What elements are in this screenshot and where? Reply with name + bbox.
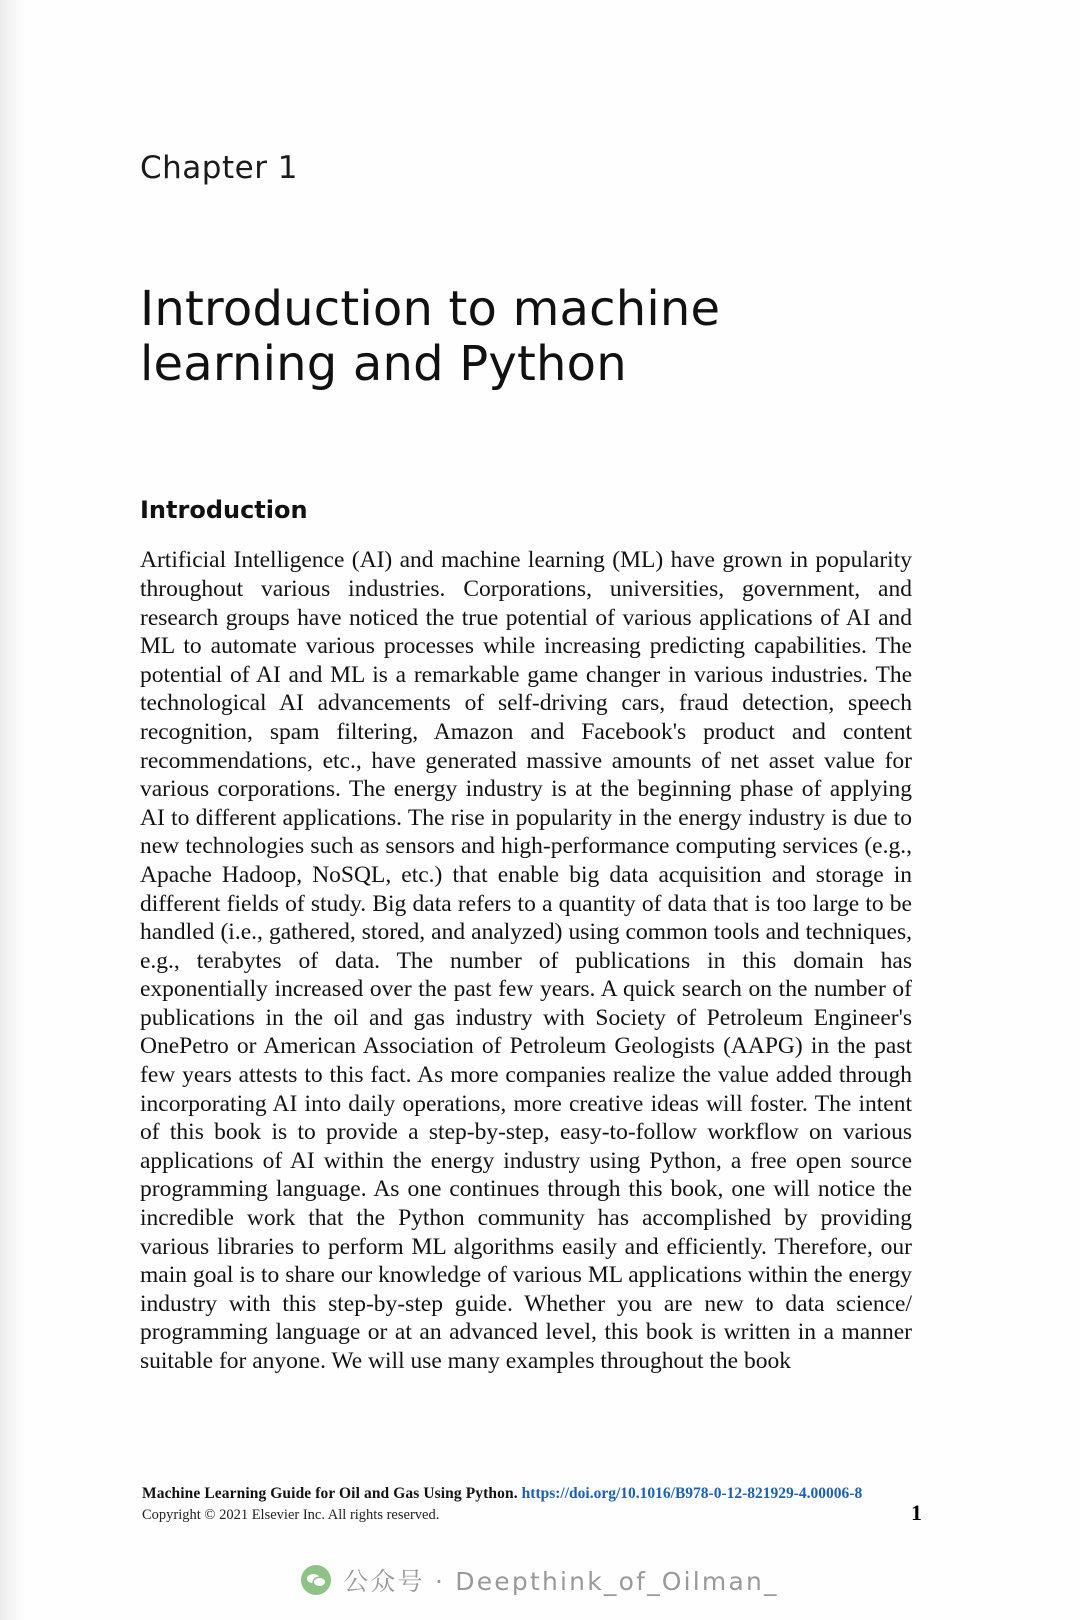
page-number: 1 (911, 1500, 922, 1525)
chapter-title: Introduction to machine learning and Python (140, 281, 721, 393)
watermark-label: 公众号 · Deepthink_of_Oilman_ (343, 1567, 779, 1596)
page-edge-shadow (0, 0, 26, 1620)
footer-book-title: Machine Learning Guide for Oil and Gas Using Python. (142, 1485, 518, 1502)
page-footer (142, 1485, 922, 1524)
section-heading: Introduction (140, 496, 308, 525)
watermark (0, 1562, 1080, 1598)
wechat-icon (301, 1565, 331, 1595)
footer-book-title-line (142, 1485, 922, 1503)
page-content (140, 150, 912, 1376)
body-paragraph: Artificial Intelligence (AI) and machine learning (ML) have grown in popularity throughout various industries. Corporations, universities, government, and research groups have noticed the true potential of various applications of AI and ML to automate various processes while increasing predicting capabilities. The potential of AI and ML is a remarkable game changer in various industries. The technological AI advancements of self-driving cars, fraud detection, speech recognition, spam filtering, Amazon and Facebook's product and content recommendations, etc., have generated massive amounts of net asset value for various corporations. The energy industry is at the beginning phase of applying AI to different applications. The rise in popularity in the energy industry is due to new technologies such as sensors and high-performance computing services (e.g., Apache Hadoop, NoSQL, etc.) that enable big data acquisition and storage in different fields of study. Big data refers to a quantity of data that is too large to be handled (i.e., gathered, stored, and analyzed) using common tools and techniques, e.g., terabytes of data. The number of publications in this domain has exponentially increased over the past few years. A quick search on the number of publications in the oil and gas industry with Society of Petroleum Engineer's OnePetro or American Association of Petroleum Geologists (AAPG) in the past few years attests to this fact. As more companies realize the value added through incorporating AI into daily operations, more creative ideas will foster. The intent of this book is to provide a step-by-step, easy-to-follow workflow on various applications of AI within the energy industry using Python, a free open source programming language. As one continues through this book, one will notice the incredible work that the Python community has accomplished by providing various libraries to perform ML algorithms easily and efficiently. Therefore, our main goal is to share our knowledge of various ML applications within the energy industry with this step-by-step guide. Whether you are new to data science/ programming language or at an advanced level, this book is written in a manner suitable for anyone. We will use many examples throughout the book (140, 547, 912, 1374)
doi-link[interactable]: https://doi.org/10.1016/B978-0-12-821929-4.00006-8 (521, 1485, 863, 1502)
footer-copyright: Copyright © 2021 Elsevier Inc. All rights reserved. (142, 1507, 440, 1523)
chapter-label: Chapter 1 (140, 150, 299, 186)
